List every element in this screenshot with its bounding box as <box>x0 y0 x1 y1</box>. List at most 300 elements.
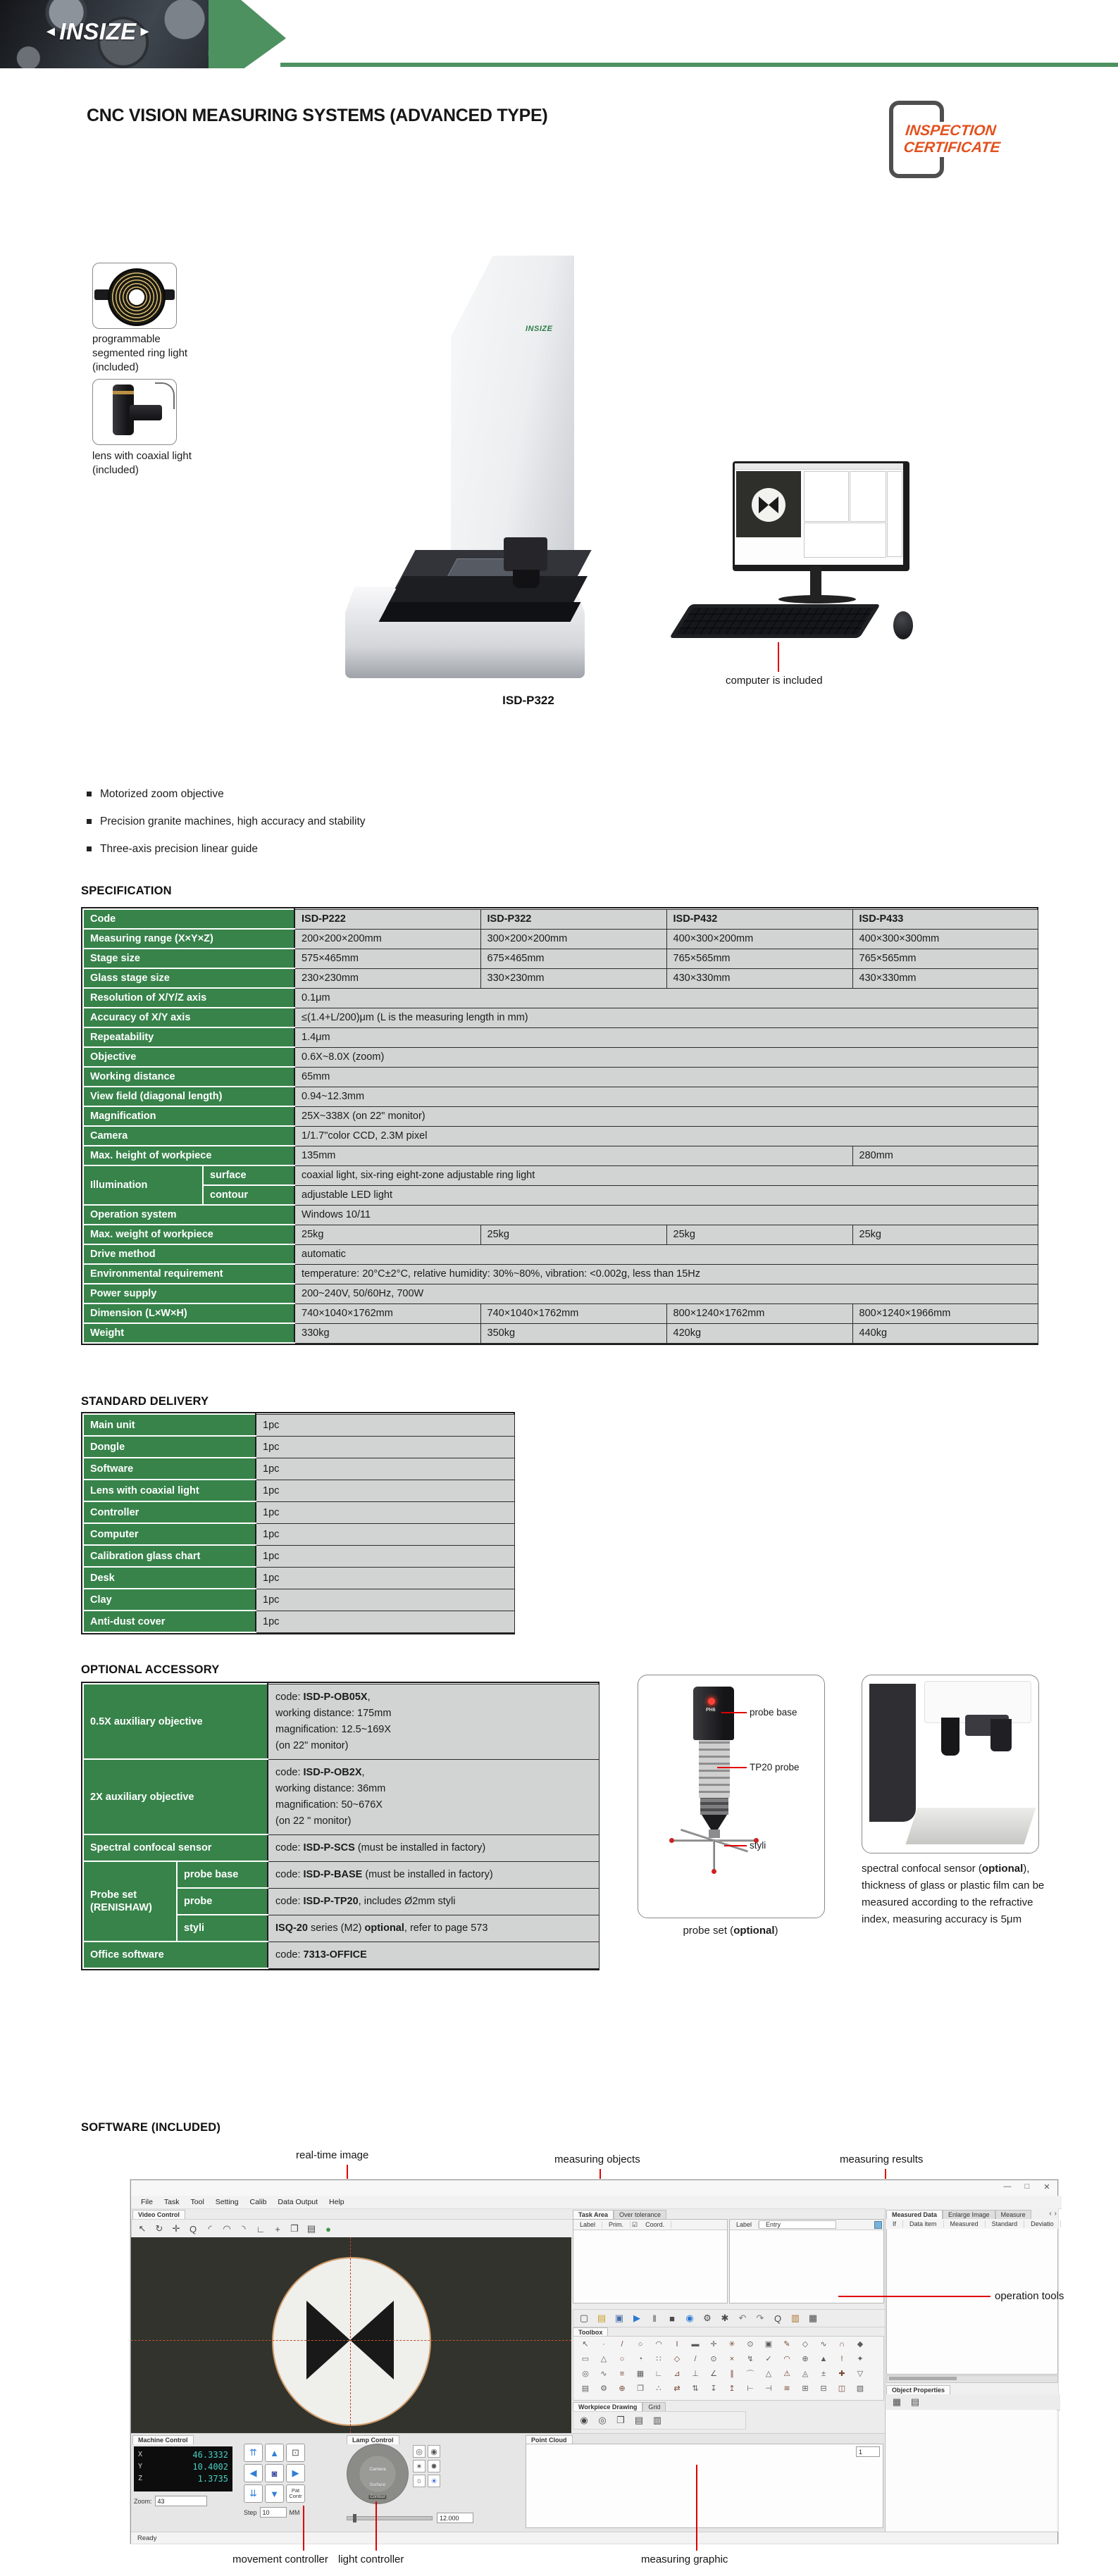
menu-item[interactable]: Task <box>163 2198 180 2206</box>
styli-tip <box>669 1838 674 1843</box>
table-value-cell: 765×565mm <box>666 949 852 968</box>
objects-list-headers <box>573 2220 727 2230</box>
table-value-cell: temperature: 20°C±2°C, relative humidity: 30%~80%, vibration: <0.002g, less than 15Hz <box>294 1264 1038 1284</box>
bulb-icon[interactable]: ☀ <box>428 2475 440 2487</box>
text-segment: ISD-P-OB05X <box>303 1691 368 1703</box>
toolbox-icon[interactable]: / <box>694 2354 697 2363</box>
toolbox-icon[interactable]: ↯ <box>747 2355 754 2363</box>
pause-icon[interactable]: ‖ <box>652 2313 657 2324</box>
dro-axis-value: 46.3332 <box>192 2449 228 2460</box>
text-segment: code: <box>275 1949 304 1961</box>
toolbox-icon[interactable]: ⇄ <box>673 2384 681 2393</box>
toolbox-icon[interactable]: ▽ <box>857 2370 864 2378</box>
right-icon[interactable]: ▶ <box>286 2464 305 2482</box>
entry-list-panel[interactable] <box>729 2219 884 2303</box>
toolbox-icon[interactable]: ↖ <box>582 2340 589 2349</box>
toolbox-icon[interactable]: ◆ <box>857 2340 864 2349</box>
toolbox-icon[interactable]: ✓ <box>765 2355 772 2363</box>
keyboard-keys <box>676 608 874 634</box>
table-value-cell: 675×465mm <box>480 949 666 968</box>
table-value-cell: 765×565mm <box>852 949 1038 968</box>
toolbox-icon[interactable]: ≋ <box>783 2384 790 2393</box>
zoom-row <box>134 2496 207 2506</box>
text-segment: magnification: 50~676X <box>275 1799 383 1811</box>
toolbox-icon[interactable]: ⊕ <box>619 2384 626 2393</box>
checkbox-icon[interactable]: ☑ <box>632 2220 638 2228</box>
text-segment: ) <box>774 1925 778 1937</box>
toolbox-icon[interactable]: ◬ <box>802 2370 809 2378</box>
fast-down-icon[interactable]: ⇊ <box>244 2484 263 2503</box>
table-label-cell: Code <box>83 909 294 929</box>
table-label-cell: 2X auxiliary objective <box>83 1759 268 1834</box>
mini-panel <box>887 471 902 557</box>
monitor-stand <box>810 567 821 596</box>
pat-contr-button[interactable]: Pat Contr <box>286 2484 305 2503</box>
table-label-cell: probe base <box>177 1861 268 1888</box>
minimize-icon[interactable]: — <box>1003 2182 1012 2191</box>
toolbox-icon[interactable]: ∠ <box>710 2370 717 2378</box>
toolbox-icon[interactable]: ∥ <box>730 2370 734 2378</box>
mini-bowtie-left <box>759 496 769 513</box>
tab-video-control[interactable]: Video Control <box>132 2210 185 2219</box>
toolbox-icon[interactable]: ❐ <box>637 2384 644 2393</box>
toolbox-icon[interactable]: ∷ <box>656 2355 662 2363</box>
table-value-cell: 0.1μm <box>294 988 1038 1008</box>
toolbox-icon[interactable]: ⊿ <box>673 2370 681 2378</box>
save-icon[interactable]: ▣ <box>614 2313 624 2323</box>
video-panel <box>131 2208 571 2433</box>
point-cloud-tab-strip <box>526 2434 573 2444</box>
toolbox-icon[interactable]: ▦ <box>636 2370 645 2378</box>
lens-cable <box>155 382 175 409</box>
table-value-cell: 1.4μm <box>294 1027 1038 1047</box>
text-segment: ISD-P-SCS <box>303 1842 355 1853</box>
table-value-cell <box>268 1942 599 1968</box>
toolbox-icon[interactable]: ⊕ <box>802 2355 809 2363</box>
toolbox-icon[interactable]: ⚠ <box>783 2370 790 2378</box>
ring-light-icon <box>108 268 166 326</box>
dro-axis-label: X <box>138 2451 143 2458</box>
feature-list <box>87 780 366 863</box>
table-label-cell: contour <box>203 1185 294 1205</box>
table-value-cell: ISD-P222 <box>294 909 480 929</box>
bullet-icon <box>87 792 92 796</box>
text-segment: , includes Ø2mm styli <box>358 1895 456 1907</box>
styli-hub <box>709 1830 720 1838</box>
machine-image <box>345 256 585 685</box>
tab-prev-icon[interactable]: ‹ <box>1049 2210 1052 2218</box>
table-value-cell: 1pc <box>256 1436 514 1458</box>
horizontal-scrollbar[interactable] <box>886 2375 1058 2383</box>
toolbox-row <box>573 2381 883 2396</box>
tab-lamp-control[interactable]: Lamp Control <box>347 2435 399 2444</box>
tab[interactable]: Enlarge Image <box>943 2210 995 2219</box>
panel-toggle-icon[interactable] <box>874 2221 882 2229</box>
toolbox-icon[interactable]: ◠ <box>655 2340 662 2349</box>
certificate-line2: CERTIFICATE <box>902 139 1001 156</box>
step-input[interactable]: 10 <box>260 2507 287 2518</box>
menu-item[interactable]: File <box>141 2198 153 2206</box>
confocal-lens-cylinder <box>990 1719 1012 1751</box>
cursor-icon[interactable]: ↖ <box>138 2223 147 2234</box>
maximize-icon[interactable]: □ <box>1024 2182 1030 2191</box>
computer-note: computer is included <box>726 675 823 687</box>
toolbox-row <box>573 2351 883 2366</box>
menu-item[interactable]: Tool <box>190 2198 204 2206</box>
wrench-icon[interactable]: ⚙ <box>703 2313 712 2323</box>
copy-view-icon[interactable]: ❐ <box>616 2415 625 2425</box>
results-column: Measured <box>944 2220 986 2227</box>
text-segment: ISD-P-TP20 <box>303 1895 359 1907</box>
toolbox-icon[interactable]: ⊞ <box>802 2384 809 2393</box>
copy-icon[interactable]: ❐ <box>290 2223 299 2234</box>
probe-set-image <box>638 1675 825 1918</box>
new-icon[interactable]: ▢ <box>579 2313 589 2323</box>
table-value-cell: 1pc <box>256 1545 514 1567</box>
toolbox-icon[interactable]: ▤ <box>581 2384 590 2393</box>
menu-item[interactable]: Calib <box>249 2198 267 2206</box>
open-icon[interactable]: ▤ <box>597 2313 607 2323</box>
point-cloud-spinner[interactable]: 1 <box>856 2446 880 2457</box>
table-value-cell: 1pc <box>256 1611 514 1632</box>
toolbox-icon[interactable]: ⊟ <box>820 2384 827 2393</box>
keyboard-image <box>669 604 881 638</box>
toolbox-icon[interactable]: ∩ <box>839 2339 845 2349</box>
toolbox-icon[interactable]: ∴ <box>656 2384 662 2393</box>
table-label-cell: Probe set (RENISHAW) <box>83 1861 177 1942</box>
arc-left-icon[interactable]: ◜ <box>208 2223 212 2234</box>
video-area[interactable] <box>131 2237 571 2433</box>
table-label-cell: Anti-dust cover <box>83 1611 256 1632</box>
sheet-icon[interactable]: ▥ <box>652 2415 662 2425</box>
menu-bar <box>131 2196 1062 2209</box>
styli-callout: styli <box>750 1840 766 1851</box>
redo-icon[interactable]: ↷ <box>756 2313 764 2323</box>
tab-machine-control[interactable]: Machine Control <box>132 2435 194 2444</box>
toolbox-icon[interactable]: ⚙ <box>600 2384 607 2393</box>
toolbox-icon[interactable]: ✚ <box>838 2370 845 2378</box>
ring-all-icon[interactable]: ◎ <box>413 2445 426 2458</box>
table-label-cell: Lens with coaxial light <box>83 1480 256 1501</box>
toolbox-icon[interactable]: ▣ <box>764 2340 773 2349</box>
table-value-cell: 25kg <box>666 1225 852 1244</box>
tab[interactable]: Measured Data <box>886 2210 943 2219</box>
tab-object-properties[interactable]: Object Properties <box>886 2385 950 2394</box>
table-value-cell: Windows 10/11 <box>294 1205 1038 1225</box>
lamp-ring-camera: Camera <box>369 2467 386 2472</box>
col-coord: Coord. <box>639 2221 671 2228</box>
probe-base-callout-line <box>721 1712 747 1713</box>
toolbox-icon[interactable]: ◫ <box>838 2384 846 2393</box>
coaxial-lens-image <box>92 379 177 445</box>
pan-icon[interactable]: ✛ <box>172 2223 180 2234</box>
table-value-cell: 575×465mm <box>294 949 480 968</box>
page-title: CNC VISION MEASURING SYSTEMS (ADVANCED TYPE) <box>87 106 548 125</box>
segment2-icon[interactable]: ✸ <box>428 2460 440 2472</box>
text-segment: optional <box>733 1925 775 1937</box>
results-column: If <box>886 2220 903 2227</box>
table-label-cell: View field (diagonal length) <box>83 1087 294 1106</box>
point-cloud-panel[interactable] <box>526 2444 883 2528</box>
toolbox-icon[interactable]: ↥ <box>728 2384 735 2393</box>
table-value-cell: 1pc <box>256 1567 514 1589</box>
toolbox-icon[interactable]: ✛ <box>710 2340 717 2349</box>
text-segment: code: <box>275 1868 304 1880</box>
realtime-image-callout: real-time image <box>296 2149 369 2161</box>
toolbox-icon[interactable]: ◠ <box>783 2355 790 2363</box>
table-value-cell: 1pc <box>256 1458 514 1480</box>
table-value-cell: 1pc <box>256 1589 514 1611</box>
table-value-cell: 25kg <box>294 1225 480 1244</box>
circle-tool-icon[interactable]: ◎ <box>598 2415 607 2425</box>
toolbox-icon[interactable]: ⊙ <box>747 2340 754 2349</box>
toolbox-icon[interactable]: ≡ <box>619 2369 625 2378</box>
zoom-icon[interactable]: Q <box>189 2223 197 2234</box>
toolbox-icon[interactable]: ∿ <box>820 2340 827 2349</box>
toolbox-icon[interactable]: ○ <box>619 2354 625 2363</box>
text-segment: (must be installed in factory) <box>354 1842 486 1853</box>
logo-left-arrow-icon: ◄ <box>44 23 58 39</box>
probe-base-art <box>693 1687 734 1740</box>
lamp-ring-diagram[interactable] <box>347 2444 409 2504</box>
lamp-slider[interactable] <box>347 2516 433 2520</box>
tab[interactable]: Measure <box>995 2210 1031 2219</box>
table-label-cell: Clay <box>83 1589 256 1611</box>
bulb-outline-icon[interactable]: ☼ <box>413 2475 426 2487</box>
list-view-icon[interactable]: ▤ <box>910 2396 920 2407</box>
results-column: Standard <box>986 2220 1025 2227</box>
toolbox-icon[interactable]: ! <box>840 2354 843 2363</box>
monitor-image <box>733 461 909 571</box>
toolbox-icon[interactable]: ↧ <box>710 2384 717 2393</box>
table-value-cell: ISD-P432 <box>666 909 852 929</box>
video-toolbar <box>131 2219 576 2239</box>
lamp-value-input[interactable]: 12.000 <box>437 2513 473 2523</box>
undo-icon[interactable]: ↶ <box>738 2313 747 2323</box>
zoom-label: Zoom: <box>134 2497 152 2505</box>
corner-icon[interactable]: ∟ <box>256 2223 266 2234</box>
toolbox-icon[interactable]: ▭ <box>581 2355 590 2363</box>
logo-right-arrow-icon: ► <box>137 23 152 39</box>
toolbox-row <box>573 2337 883 2351</box>
results-column: Data item <box>903 2220 944 2227</box>
table-value-cell: 800×1240×1762mm <box>666 1303 852 1323</box>
toolbox-icon[interactable]: ± <box>821 2369 826 2378</box>
brand-logo <box>44 18 152 45</box>
tp20-probe-art <box>699 1740 730 1798</box>
objprops-body[interactable] <box>886 2410 1057 2531</box>
toolbox-icon[interactable]: Ι <box>676 2339 678 2349</box>
toolbox-icon[interactable]: ▲ <box>819 2354 828 2363</box>
toolbox-icon[interactable]: ◇ <box>802 2340 809 2349</box>
tab-next-icon[interactable]: › <box>1054 2210 1057 2218</box>
tab[interactable]: Over tolerance <box>614 2210 666 2219</box>
table-value-cell: 430×330mm <box>666 968 852 988</box>
feature-text: Motorized zoom objective <box>100 787 224 800</box>
confocal-caption <box>862 1861 1046 1928</box>
segment-icon[interactable]: ✶ <box>413 2460 426 2472</box>
ring-light-caption: programmable segmented ring light (included) <box>92 333 188 373</box>
up-icon[interactable]: ▲ <box>265 2444 284 2462</box>
tab-toolbox[interactable]: Toolbox <box>573 2327 608 2337</box>
search-icon[interactable]: Q <box>774 2313 782 2324</box>
table-label-cell: Environmental requirement <box>83 1264 294 1284</box>
tab-point-cloud[interactable]: Point Cloud <box>526 2435 573 2444</box>
z-align-icon[interactable]: ⊡ <box>286 2444 305 2462</box>
table-label-cell: Weight <box>83 1323 294 1343</box>
graphic-callout-line <box>696 2465 697 2551</box>
toolbox-icon[interactable]: ⊣ <box>765 2384 772 2393</box>
toolbox-icon[interactable]: ▧ <box>856 2384 864 2393</box>
toolbox-icon[interactable]: ∟ <box>654 2369 663 2378</box>
toolbox-icon[interactable]: ⌒ <box>746 2370 754 2379</box>
results-headers <box>886 2219 1057 2230</box>
record-icon[interactable]: ● <box>325 2223 331 2234</box>
toolbox-icon[interactable]: △ <box>765 2370 772 2378</box>
toolbox-tab-strip <box>573 2326 608 2337</box>
window-controls <box>1002 2182 1052 2192</box>
mini-video-area <box>736 471 801 537</box>
light-callout-line <box>375 2501 377 2551</box>
header-photo <box>0 0 237 68</box>
bullet-icon <box>87 819 92 824</box>
operation-tools-callout-line <box>838 2296 990 2297</box>
toolbox-icon[interactable]: · <box>602 2339 605 2349</box>
dro-axis-row <box>138 2449 228 2461</box>
menu-item[interactable]: Setting <box>215 2198 239 2206</box>
stop-icon[interactable]: ■ <box>669 2313 675 2324</box>
table-label-cell: Repeatability <box>83 1027 294 1047</box>
table-value-cell: ISD-P433 <box>852 909 1038 929</box>
crosshair-icon[interactable]: + <box>275 2223 280 2234</box>
stop-move-icon[interactable]: ◙ <box>265 2464 284 2482</box>
toolbox-icon[interactable]: ✳ <box>728 2340 735 2349</box>
status-text: Ready <box>137 2534 157 2542</box>
col-label: Label <box>730 2221 759 2228</box>
point-tool-icon[interactable]: ◉ <box>580 2415 588 2425</box>
software-heading: SOFTWARE (INCLUDED) <box>81 2121 221 2134</box>
lamp-ring-surface: Surface <box>369 2482 386 2487</box>
monitor-foot <box>778 595 856 604</box>
down-icon[interactable]: ▼ <box>265 2484 284 2503</box>
close-icon[interactable]: ✕ <box>1043 2183 1050 2192</box>
menu-item[interactable]: Help <box>329 2198 344 2206</box>
grid-icon[interactable]: ▦ <box>808 2313 818 2323</box>
probe-icon[interactable]: ✱ <box>721 2313 729 2323</box>
toolbox-icon[interactable]: ✦ <box>857 2355 864 2363</box>
toolbox-icon[interactable]: × <box>729 2354 735 2363</box>
toolbox-icon[interactable]: ⊢ <box>747 2384 754 2393</box>
monitor-screen <box>735 463 903 565</box>
probe-led-icon <box>708 1698 715 1705</box>
table-label-cell: Power supply <box>83 1284 294 1303</box>
toolbox-icon[interactable]: / <box>621 2339 623 2349</box>
gallery-icon[interactable]: ▤ <box>306 2223 316 2234</box>
toolbox-icon[interactable]: ⊙ <box>710 2355 717 2363</box>
run-icon[interactable]: ▶ <box>633 2313 640 2323</box>
text-segment: ISQ-20 <box>275 1922 308 1934</box>
table-label-cell: Main unit <box>83 1414 256 1436</box>
model-label: ISD-P322 <box>502 694 554 707</box>
toolbox-icon[interactable]: ▬ <box>691 2339 700 2349</box>
toolbox-icon[interactable]: ○ <box>638 2339 643 2349</box>
grid-view-icon[interactable]: ▦ <box>892 2396 902 2407</box>
report-icon[interactable]: ▥ <box>790 2313 800 2323</box>
table-label-cell: Accuracy of X/Y axis <box>83 1008 294 1027</box>
entry-list-headers <box>730 2220 883 2230</box>
table-value-cell: automatic <box>294 1244 1038 1264</box>
value-line <box>275 1722 592 1738</box>
slider-thumb[interactable] <box>353 2514 356 2522</box>
toolbox-icon[interactable]: ∿ <box>600 2370 607 2378</box>
feature-item <box>87 780 366 808</box>
objects-list-panel[interactable] <box>573 2219 728 2303</box>
text-segment: code: <box>275 1766 304 1778</box>
zoom-input[interactable]: 43 <box>155 2496 207 2506</box>
optional-accessory-heading: OPTIONAL ACCESSORY <box>81 1663 220 1676</box>
table-value-cell: 25kg <box>852 1225 1038 1244</box>
layers-icon[interactable]: ▤ <box>634 2415 644 2425</box>
toolbox-icon[interactable]: ◔ <box>638 2354 643 2363</box>
table-label-cell: Stage size <box>83 949 294 968</box>
toolbox-icon[interactable]: ⇅ <box>692 2384 699 2393</box>
measuring-objects-callout: measuring objects <box>554 2153 640 2165</box>
info-icon[interactable]: ◉ <box>685 2313 694 2323</box>
drawing-toolbar <box>573 2411 746 2430</box>
value-line <box>275 1781 592 1797</box>
table-value-cell: 0.94~12.3mm <box>294 1087 1038 1106</box>
menu-item[interactable]: Data Output <box>278 2198 318 2206</box>
toolbox-icon[interactable]: ◎ <box>582 2370 589 2378</box>
scrollbar-thumb[interactable] <box>889 2377 957 2380</box>
dro-axis-row <box>138 2461 228 2472</box>
table-label-cell: Camera <box>83 1126 294 1146</box>
window-titlebar[interactable] <box>131 2180 1057 2196</box>
left-icon[interactable]: ◀ <box>244 2464 263 2482</box>
crosshair-horizontal <box>131 2340 571 2341</box>
toolbox-icon[interactable]: ⊥ <box>692 2370 699 2378</box>
tab[interactable]: Task Area <box>573 2210 614 2219</box>
table-value-cell <box>268 1684 599 1759</box>
lamp-ring-contour: Contour <box>370 2495 385 2499</box>
rotate-icon[interactable]: ↻ <box>155 2223 163 2234</box>
table-label-cell: Illumination <box>83 1165 203 1205</box>
table-value-cell: 1pc <box>256 1523 514 1545</box>
table-value-cell: 230×230mm <box>294 968 480 988</box>
table-value-cell: 280mm <box>852 1146 1038 1165</box>
value-line <box>275 1894 592 1910</box>
specification-heading: SPECIFICATION <box>81 884 172 897</box>
feature-text: Precision granite machines, high accuracy and stability <box>100 815 366 827</box>
table-label-cell: Dongle <box>83 1436 256 1458</box>
arc-icon[interactable]: ◠ <box>223 2223 231 2234</box>
mini-panel <box>804 471 849 522</box>
standard-delivery-table <box>81 1412 515 1634</box>
table-label-cell: Magnification <box>83 1106 294 1126</box>
toolbox-icon[interactable]: ✎ <box>783 2340 790 2349</box>
probe-set-caption <box>638 1924 824 1938</box>
lamp-control-tab-strip <box>347 2434 399 2444</box>
mini-panel <box>804 523 886 558</box>
tab[interactable]: Workpiece Drawing <box>573 2402 642 2411</box>
toolbox-icon[interactable]: ◇ <box>673 2355 681 2363</box>
fast-up-icon[interactable]: ⇈ <box>244 2444 263 2462</box>
tab[interactable]: Grid <box>642 2402 666 2411</box>
table-value-cell: 420kg <box>666 1323 852 1343</box>
ring-filled-icon[interactable]: ◉ <box>428 2445 440 2458</box>
arc-right-icon[interactable]: ◝ <box>242 2223 246 2234</box>
toolbox-icon[interactable]: △ <box>600 2355 607 2363</box>
